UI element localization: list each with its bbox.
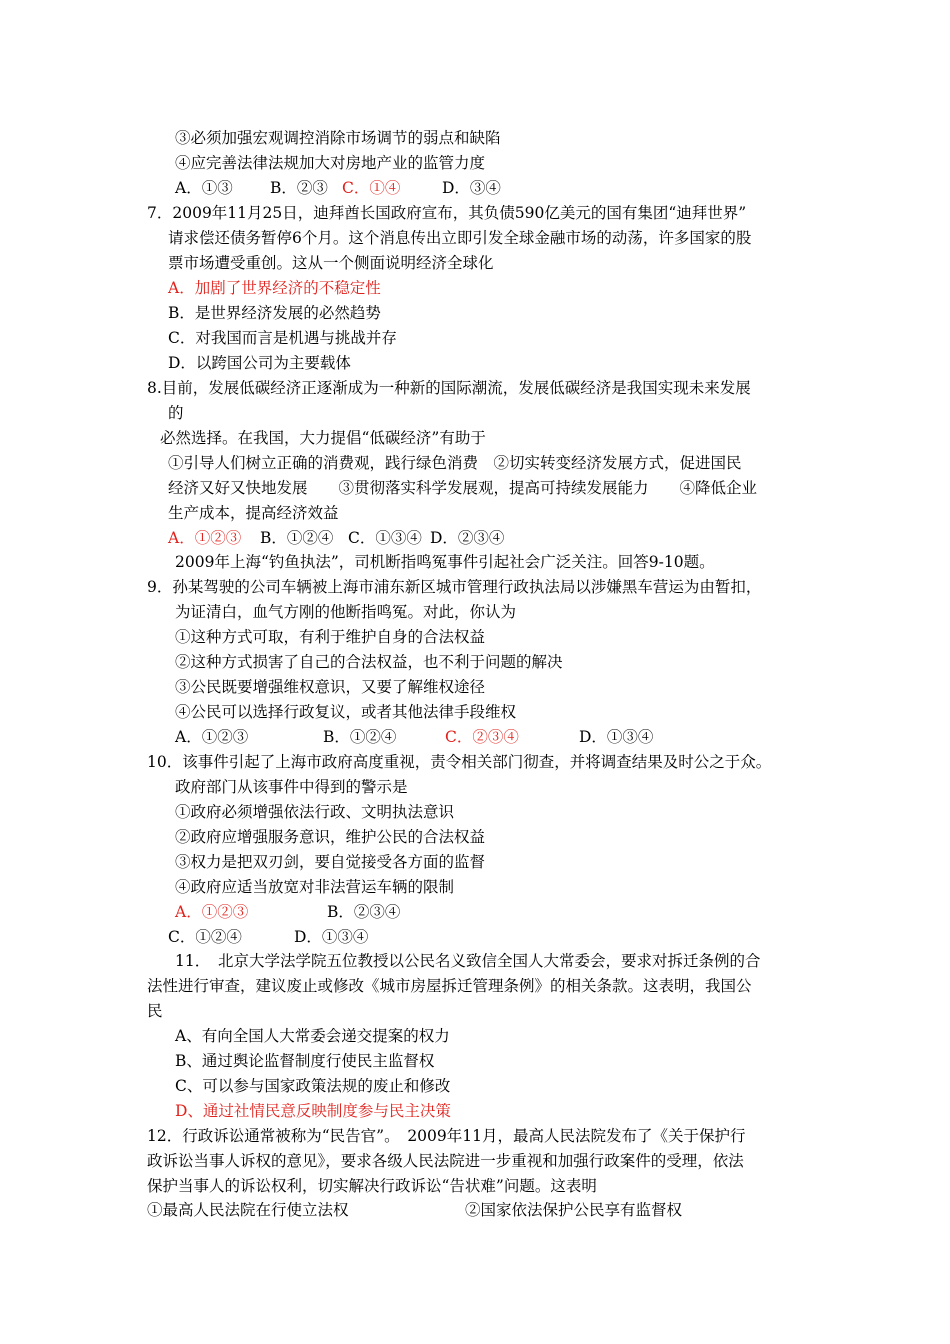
q10-choices-row2 <box>168 927 368 947</box>
q8-options-line1: ①引导人们树立正确的消费观，践行绿色消费 ②切实转变经济发展方式，促进国民 <box>168 454 742 472</box>
q9-choice-d: D．①③④ <box>579 728 654 746</box>
q6-choice-d: D．③④ <box>442 179 501 197</box>
q9-choices <box>175 727 653 747</box>
q11-stem-line2: 法性进行审查，建议废止或修改《城市房屋拆迁管理条例》的相关条款。这表明，我国公 <box>147 977 752 995</box>
q8-choices <box>168 528 504 548</box>
q12-stem-line1: 12．行政诉讼通常被称为“民告官”。 2009年11月，最高人民法院发布了《关于保护行 <box>147 1127 746 1145</box>
q9-10-intro: 2009年上海“钓鱼执法”，司机断指鸣冤事件引起社会广泛关注。回答9-10题。 <box>175 553 715 571</box>
q10-choice-b: B．②③④ <box>327 903 401 921</box>
q12-option-2: ②国家依法保护公民享有监督权 <box>465 1201 683 1219</box>
q6-option-3: ③必须加强宏观调控消除市场调节的弱点和缺陷 <box>175 129 501 147</box>
q9-choice-a: A．①②③ <box>175 728 249 746</box>
q8-stem-line2: 的 <box>168 404 184 422</box>
q8-stem-line1: 8.目前，发展低碳经济正逐渐成为一种新的国际潮流，发展低碳经济是我国实现未来发展 <box>147 379 751 397</box>
q12-stem-line3: 保护当事人的诉讼权利，切实解决行政诉讼“告状难”问题。这表明 <box>147 1177 597 1195</box>
q11-option-b: B、通过舆论监督制度行使民主监督权 <box>175 1052 435 1070</box>
q10-option-2: ②政府应增强服务意识，维护公民的合法权益 <box>175 828 486 846</box>
q7-option-d: D．以跨国公司为主要载体 <box>168 354 351 372</box>
q6-choice-c-answer: C．①④ <box>342 179 401 197</box>
q6-choice-b: B．②③ <box>270 179 328 197</box>
q9-stem-line1: 9．孙某驾驶的公司车辆被上海市浦东新区城市管理行政执法局以涉嫌黑车营运为由暂扣， <box>147 578 762 596</box>
q6-choices <box>175 178 501 198</box>
q8-choice-d: D．②③④ <box>430 529 505 547</box>
q8-choice-b: B．①②④ <box>260 529 334 547</box>
q9-option-3: ③公民既要增强维权意识，又要了解维权途径 <box>175 678 486 696</box>
q9-stem-line2: 为证清白，血气方刚的他断指鸣冤。对此，你认为 <box>175 603 517 621</box>
q11-option-a: A、有向全国人大常委会递交提案的权力 <box>175 1027 450 1045</box>
q8-choice-a-answer: A．①②③ <box>168 529 242 547</box>
q7-option-c: C．对我国而言是机遇与挑战并存 <box>168 329 397 347</box>
q10-choice-d: D．①③④ <box>294 928 369 946</box>
q11-option-d-answer: D、通过社情民意反映制度参与民主决策 <box>175 1102 451 1120</box>
q7-stem-line2: 请求偿还债务暂停6个月。这个消息传出立即引发全球金融市场的动荡，许多国家的股 <box>168 229 752 247</box>
q10-choice-a-answer: A．①②③ <box>175 903 249 921</box>
q10-option-3: ③权力是把双刃剑，要自觉接受各方面的监督 <box>175 853 486 871</box>
q7-option-b: B．是世界经济发展的必然趋势 <box>168 304 381 322</box>
q7-option-a-answer: A．加剧了世界经济的不稳定性 <box>168 279 381 297</box>
q11-option-c: C、可以参与国家政策法规的废止和修改 <box>175 1077 451 1095</box>
q12-options-row1 <box>147 1200 682 1220</box>
q9-choice-b: B．①②④ <box>323 728 397 746</box>
q11-stem-line1: 11． 北京大学法学院五位教授以公民名义致信全国人大常委会，要求对拆迁条例的合 <box>175 952 761 970</box>
q10-stem-line2: 政府部门从该事件中得到的警示是 <box>175 778 408 796</box>
q12-option-1: ①最高人民法院在行使立法权 <box>147 1201 349 1219</box>
q8-options-line2: 经济又好又快地发展 ③贯彻落实科学发展观，提高可持续发展能力 ④降低企业 <box>168 479 758 497</box>
q7-stem-line1: 7．2009年11月25日，迪拜酋长国政府宣布，其负债590亿美元的国有集团“迪拜世界” <box>147 204 747 222</box>
q9-option-1: ①这种方式可取，有利于维护自身的合法权益 <box>175 628 486 646</box>
q11-stem-line3: 民 <box>147 1002 163 1020</box>
q8-choice-c: C．①③④ <box>348 529 422 547</box>
q9-choice-c-answer: C．②③④ <box>445 728 519 746</box>
q8-options-line3: 生产成本，提高经济效益 <box>168 504 339 522</box>
q10-option-1: ①政府必须增强依法行政、文明执法意识 <box>175 803 455 821</box>
q9-option-4: ④公民可以选择行政复议，或者其他法律手段维权 <box>175 703 517 721</box>
q12-stem-line2: 政诉讼当事人诉权的意见》，要求各级人民法院进一步重视和加强行政案件的受理，依法 <box>147 1152 744 1170</box>
q6-option-4: ④应完善法律法规加大对房地产业的监管力度 <box>175 154 486 172</box>
q10-choices-row1 <box>175 902 400 922</box>
q7-stem-line3: 票市场遭受重创。这从一个侧面说明经济全球化 <box>168 254 494 272</box>
q10-option-4: ④政府应适当放宽对非法营运车辆的限制 <box>175 878 455 896</box>
q9-option-2: ②这种方式损害了自己的合法权益，也不利于问题的解决 <box>175 653 563 671</box>
q10-choice-c: C．①②④ <box>168 928 242 946</box>
q8-stem-line3: 必然选择。在我国，大力提倡“低碳经济”有助于 <box>160 429 486 447</box>
q6-choice-a: A．①③ <box>175 179 233 197</box>
q10-stem-line1: 10．该事件引起了上海市政府高度重视，责令相关部门彻查，并将调查结果及时公之于众。 <box>147 753 772 771</box>
